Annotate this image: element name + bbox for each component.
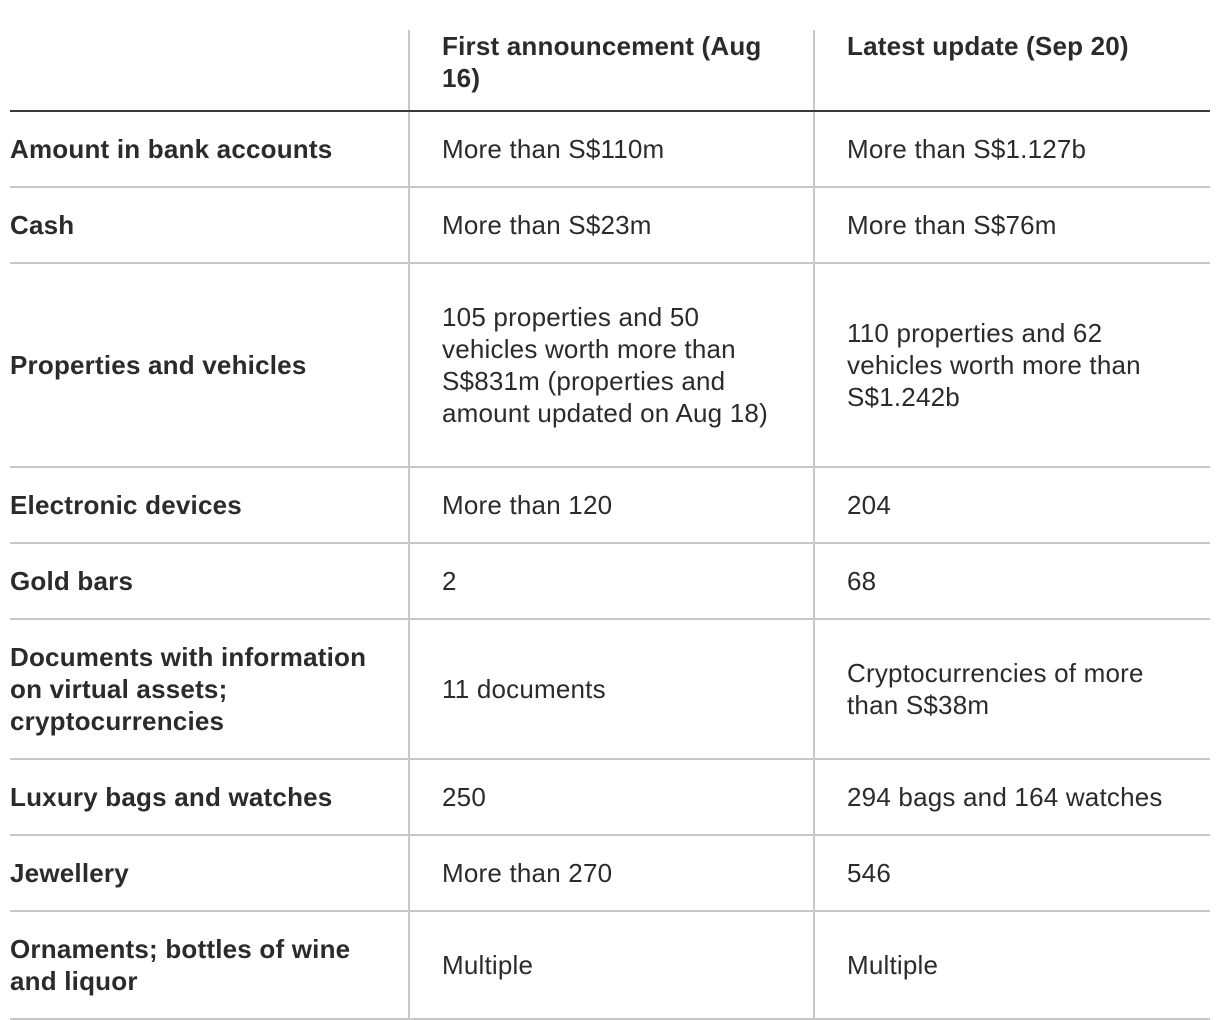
table-row (10, 912, 1210, 1020)
row-label: Electronic devices (10, 490, 242, 520)
table-row (10, 468, 1210, 544)
first-announcement-value: Multiple (408, 912, 813, 1018)
row-label: Amount in bank accounts (10, 134, 333, 164)
first-announcement-value: More than S$110m (408, 112, 813, 186)
latest-update-value: Multiple (813, 912, 1210, 1018)
table-header-row (10, 30, 1210, 112)
table-row (10, 836, 1210, 912)
header-cell-latest-update: Latest update (Sep 20) (813, 30, 1210, 110)
seized-assets-table (10, 30, 1210, 1020)
latest-update-value: 68 (813, 544, 1210, 618)
header-cell-first-announcement: First announcement (Aug 16) (408, 30, 813, 110)
latest-update-value: 204 (813, 468, 1210, 542)
latest-update-value: Cryptocurrencies of more than S$38m (813, 620, 1210, 758)
latest-update-value: 546 (813, 836, 1210, 910)
row-label: Cash (10, 210, 75, 240)
first-announcement-value: 11 documents (408, 620, 813, 758)
table-row (10, 112, 1210, 188)
latest-update-value: More than S$76m (813, 188, 1210, 262)
row-label: Documents with information on virtual assets; cryptocurrencies (10, 642, 367, 736)
first-announcement-value: More than 270 (408, 836, 813, 910)
row-label: Jewellery (10, 858, 129, 888)
header-cell-item (10, 30, 408, 110)
row-label: Luxury bags and watches (10, 782, 333, 812)
table-row (10, 188, 1210, 264)
first-announcement-value: 250 (408, 760, 813, 834)
row-label: Ornaments; bottles of wine and liquor (10, 934, 351, 996)
table-row (10, 544, 1210, 620)
latest-update-value: More than S$1.127b (813, 112, 1210, 186)
table-row (10, 620, 1210, 760)
latest-update-value: 294 bags and 164 watches (813, 760, 1210, 834)
row-label: Gold bars (10, 566, 134, 596)
first-announcement-value: More than S$23m (408, 188, 813, 262)
first-announcement-value: 2 (408, 544, 813, 618)
table-row (10, 264, 1210, 468)
first-announcement-value: More than 120 (408, 468, 813, 542)
table-row (10, 760, 1210, 836)
row-label: Properties and vehicles (10, 350, 307, 380)
first-announcement-value: 105 properties and 50 vehicles worth more than S$831m (properties and amount updated on Aug 18) (408, 264, 813, 466)
latest-update-value: 110 properties and 62 vehicles worth more than S$1.242b (813, 264, 1210, 466)
